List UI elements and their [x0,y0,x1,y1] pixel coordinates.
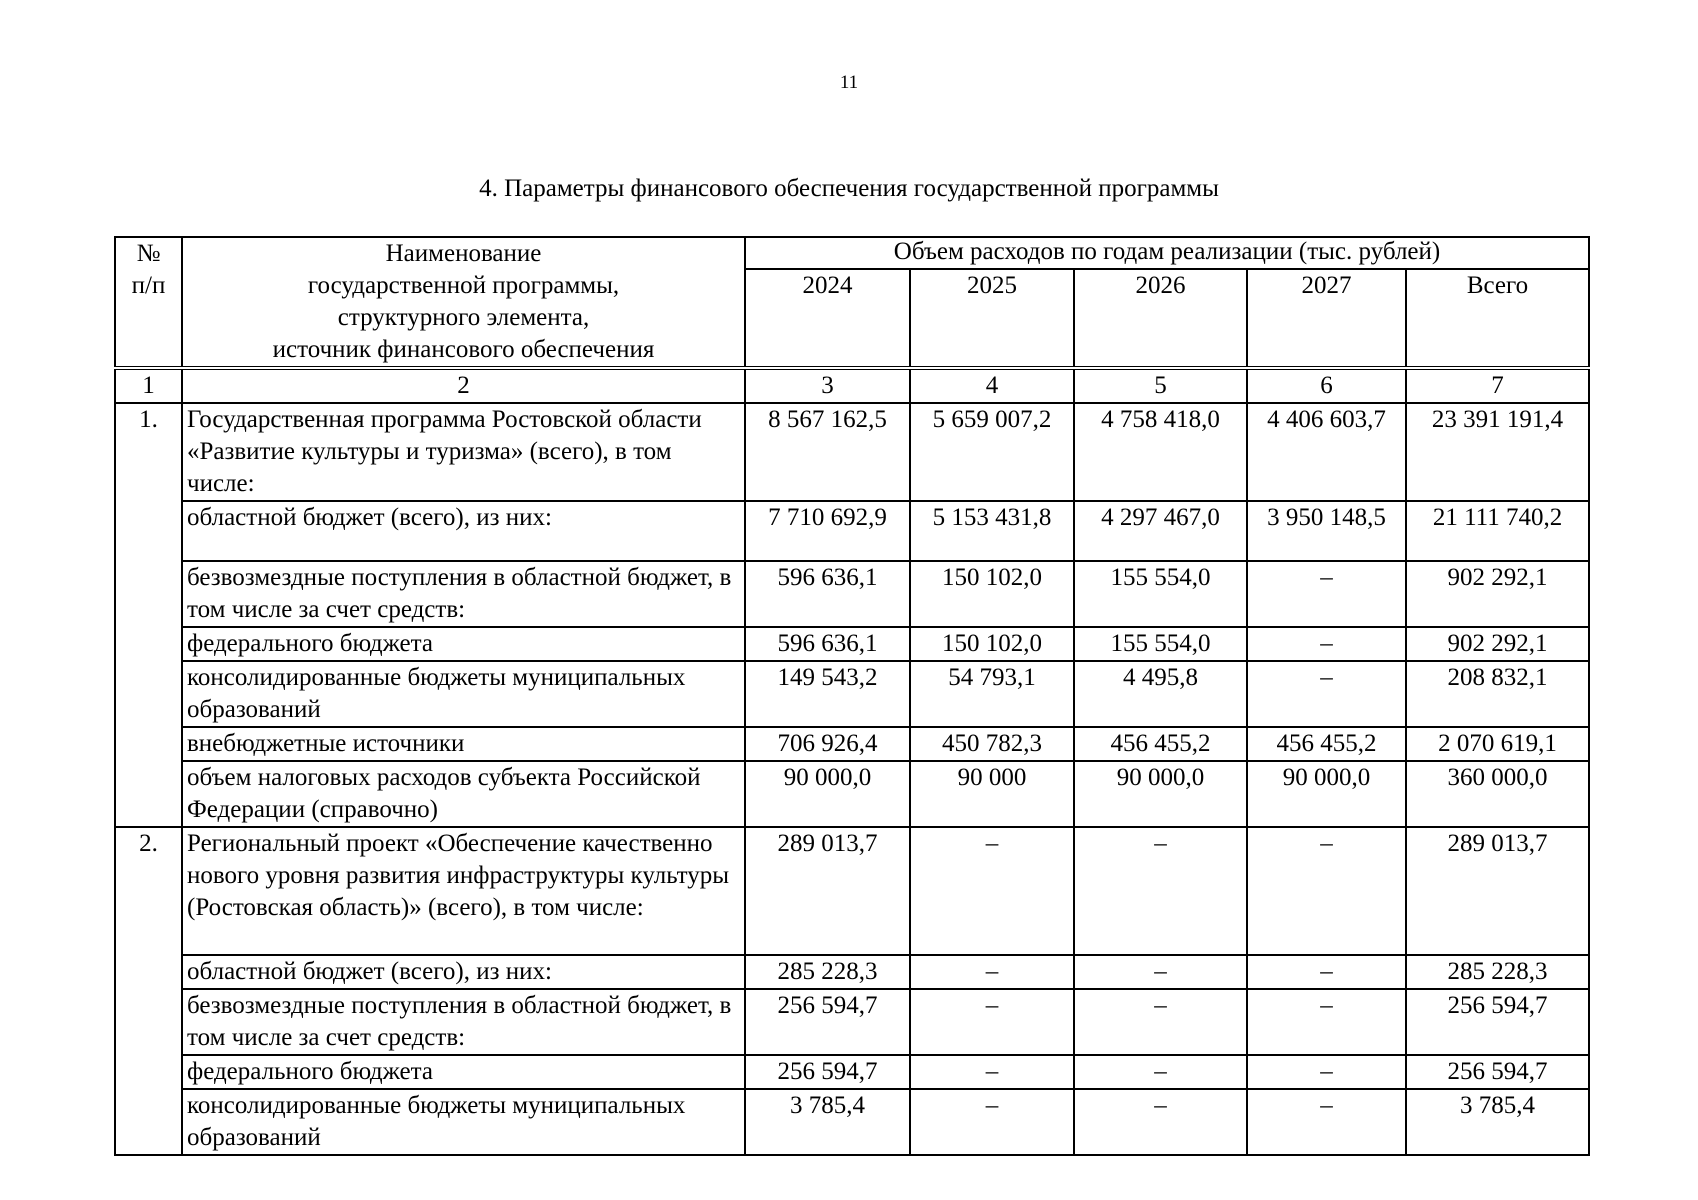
row-name: объем налоговых расходов субъекта Российской Федерации (справочно) [182,761,745,827]
row-value: – [910,1089,1074,1155]
row-value: 360 000,0 [1406,761,1589,827]
row-value: 155 554,0 [1074,627,1247,661]
row-value: 90 000,0 [1247,761,1406,827]
row-name: внебюджетные источники [182,727,745,761]
row-name: областной бюджет (всего), из них: [182,501,745,561]
row-number [115,727,182,761]
column-number: 4 [910,368,1074,403]
row-value: 7 710 692,9 [745,501,910,561]
row-value: 596 636,1 [745,561,910,627]
row-value: 4 297 467,0 [1074,501,1247,561]
header-year: 2024 [745,269,910,368]
header-total: Всего [1406,269,1589,368]
row-name: Региональный проект «Обеспечение качественно нового уровня развития инфраструктуры культуры (Ростовская область)» (всего), в том числе: [182,827,745,955]
row-value: 3 950 148,5 [1247,501,1406,561]
row-number [115,761,182,827]
row-number [115,989,182,1055]
row-value: – [1247,1055,1406,1089]
row-value: – [1247,827,1406,955]
row-number [115,501,182,561]
table-row [115,661,1589,727]
row-number [115,1089,182,1155]
row-value: 596 636,1 [745,627,910,661]
table-row [115,1089,1589,1155]
table-row [115,727,1589,761]
column-number: 6 [1247,368,1406,403]
row-name: федерального бюджета [182,1055,745,1089]
row-value: 456 455,2 [1074,727,1247,761]
row-value: – [1074,1055,1247,1089]
row-name: Государственная программа Ростовской области «Развитие культуры и туризма» (всего), в том числе: [182,403,745,501]
financing-table [114,236,1590,1156]
header-expenses-group: Объем расходов по годам реализации (тыс. рублей) [745,237,1589,269]
row-value: 5 153 431,8 [910,501,1074,561]
table-row [115,1055,1589,1089]
row-value: 23 391 191,4 [1406,403,1589,501]
row-value: 155 554,0 [1074,561,1247,627]
row-value: – [910,955,1074,989]
row-number [115,1055,182,1089]
row-value: – [1074,989,1247,1055]
row-value: 2 070 619,1 [1406,727,1589,761]
row-value: 450 782,3 [910,727,1074,761]
row-name: консолидированные бюджеты муниципальных образований [182,1089,745,1155]
row-value: 150 102,0 [910,561,1074,627]
row-value: – [910,1055,1074,1089]
row-name: консолидированные бюджеты муниципальных образований [182,661,745,727]
header-year: 2025 [910,269,1074,368]
row-value: – [1247,627,1406,661]
section-title: 4. Параметры финансового обеспечения государственной программы [479,175,1219,202]
row-number: 2. [115,827,182,955]
row-number [115,955,182,989]
row-value: 5 659 007,2 [910,403,1074,501]
row-value: – [1074,827,1247,955]
column-number: 1 [115,368,182,403]
row-value: – [1247,1089,1406,1155]
column-numbers-row [115,368,1589,403]
row-value: 902 292,1 [1406,627,1589,661]
column-number: 7 [1406,368,1589,403]
row-value: 706 926,4 [745,727,910,761]
table-row [115,501,1589,561]
row-value: – [1247,955,1406,989]
row-value: 54 793,1 [910,661,1074,727]
page-number: 11 [839,72,859,93]
row-value: 289 013,7 [745,827,910,955]
row-value: 21 111 740,2 [1406,501,1589,561]
row-value: 456 455,2 [1247,727,1406,761]
row-value: 90 000,0 [1074,761,1247,827]
row-value: – [910,989,1074,1055]
row-name: областной бюджет (всего), из них: [182,955,745,989]
table-row [115,403,1589,501]
row-value: 902 292,1 [1406,561,1589,627]
row-name: безвозмездные поступления в областной бюджет, в том числе за счет средств: [182,989,745,1055]
header-year: 2027 [1247,269,1406,368]
table-row [115,827,1589,955]
row-value: 150 102,0 [910,627,1074,661]
table-row [115,955,1589,989]
row-name: федерального бюджета [182,627,745,661]
row-value: 285 228,3 [745,955,910,989]
row-value: 4 406 603,7 [1247,403,1406,501]
row-value: 285 228,3 [1406,955,1589,989]
row-value: – [1247,561,1406,627]
column-number: 5 [1074,368,1247,403]
row-value: – [1074,1089,1247,1155]
row-value: – [1247,989,1406,1055]
row-value: 289 013,7 [1406,827,1589,955]
row-value: 256 594,7 [1406,1055,1589,1089]
header-name: Наименование государственной программы, структурного элемента, источник финансового обеспечения [182,237,745,368]
row-value: 256 594,7 [1406,989,1589,1055]
row-value: 90 000,0 [745,761,910,827]
table-row [115,627,1589,661]
row-name: безвозмездные поступления в областной бюджет, в том числе за счет средств: [182,561,745,627]
row-value: 3 785,4 [1406,1089,1589,1155]
header-year: 2026 [1074,269,1247,368]
row-value: – [1247,661,1406,727]
row-number [115,561,182,627]
table-row [115,989,1589,1055]
row-value: – [910,827,1074,955]
row-value: 4 758 418,0 [1074,403,1247,501]
row-value: – [1074,955,1247,989]
row-value: 256 594,7 [745,1055,910,1089]
table-row [115,761,1589,827]
header-number: № п/п [115,237,182,368]
row-value: 3 785,4 [745,1089,910,1155]
row-number: 1. [115,403,182,501]
row-value: 90 000 [910,761,1074,827]
row-number [115,627,182,661]
row-value: 256 594,7 [745,989,910,1055]
column-number: 3 [745,368,910,403]
row-number [115,661,182,727]
table-row [115,561,1589,627]
row-value: 4 495,8 [1074,661,1247,727]
column-number: 2 [182,368,745,403]
row-value: 8 567 162,5 [745,403,910,501]
row-value: 208 832,1 [1406,661,1589,727]
row-value: 149 543,2 [745,661,910,727]
